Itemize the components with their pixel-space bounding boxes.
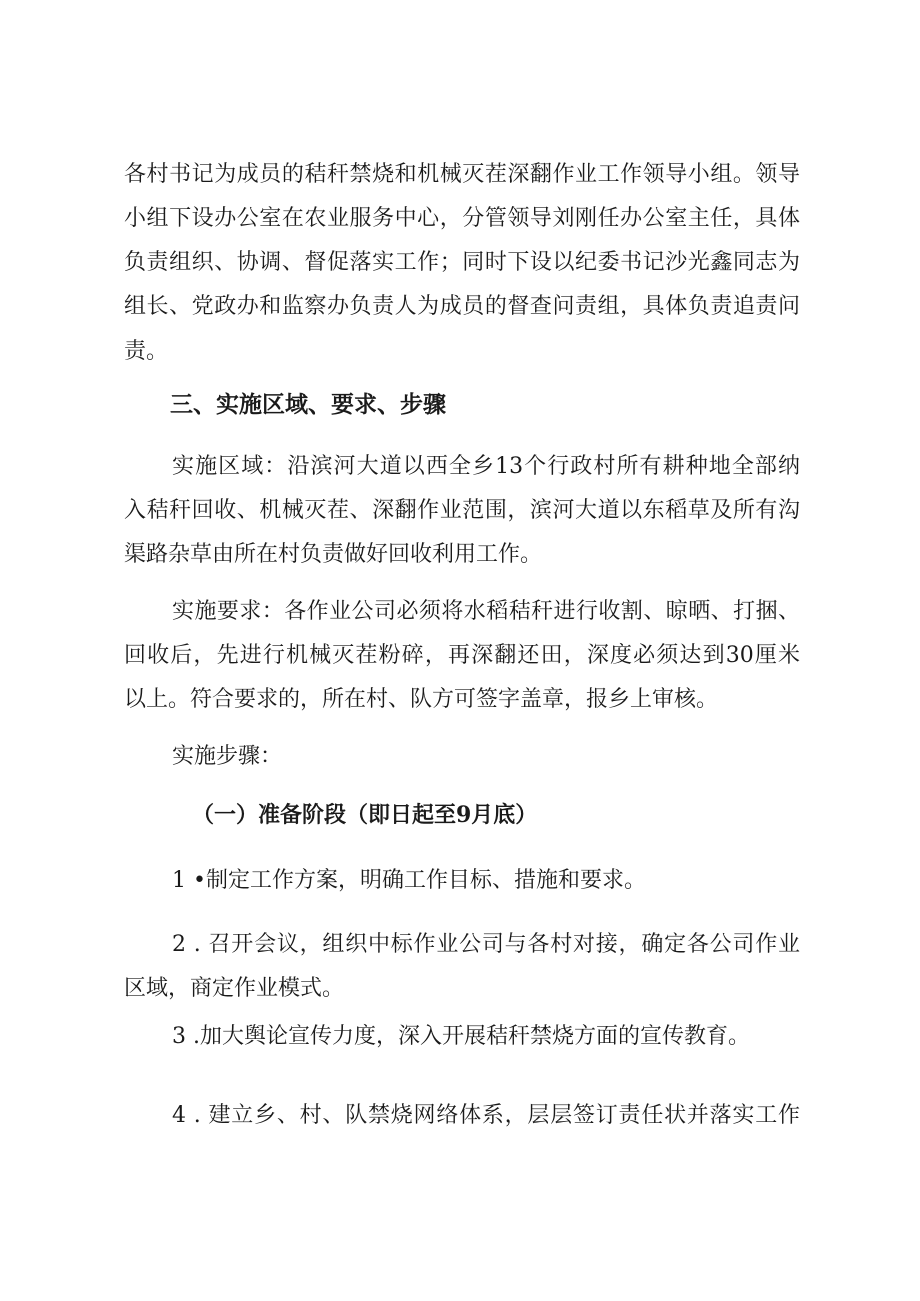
list-item: 2 . 召开会议，组织中标作业公司与各村对接，确定各公司作业	[172, 932, 800, 957]
paragraph-line: 小组下设办公室在农业服务中心，分管领导刘刚任办公室主任，具体	[124, 206, 800, 231]
paragraph-line: 责。	[124, 339, 169, 364]
list-item-continuation: 区域，商定作业模式。	[124, 976, 345, 1001]
paragraph-line: 组长、党政办和监察办负责人为成员的督查问责组，具体负责追责问	[124, 294, 800, 319]
list-item: 4 . 建立乡、村、队禁烧网络体系，层层签订责任状并落实工作	[172, 1103, 800, 1128]
paragraph-line: 各村书记为成员的秸秆禁烧和机械灭茬深翻作业工作领导小组。领导	[124, 162, 800, 187]
paragraph-line: 入秸秆回收、机械灭茬、深翻作业范围，滨河大道以东稻草及所有沟	[124, 498, 800, 523]
phase-heading: （一）准备阶段（即日起至9月底）	[192, 802, 538, 828]
list-item: 1 •制定工作方案，明确工作目标、措施和要求。	[172, 868, 646, 893]
paragraph-line: 回收后，先进行机械灭茬粉碎，再深翻还田，深度必须达到30厘米	[124, 643, 800, 668]
steps-label: 实施步骤：	[172, 744, 283, 769]
section-heading: 三、实施区域、要求、步骤	[170, 391, 446, 418]
list-item: 3 .加大舆论宣传力度，深入开展秸秆禁烧方面的宣传教育。	[172, 1024, 750, 1049]
paragraph-line: 负责组织、协调、督促落实工作；同时下设以纪委书记沙光鑫同志为	[124, 250, 800, 275]
paragraph-line: 以上。符合要求的，所在村、队方可签字盖章，报乡上审核。	[124, 687, 719, 712]
paragraph-line: 渠路杂草由所在村负责做好回收利用工作。	[124, 542, 543, 567]
paragraph-line: 实施区域：沿滨河大道以西全乡13个行政村所有耕种地全部纳	[172, 454, 800, 479]
paragraph-line: 实施要求：各作业公司必须将水稻秸秆进行收割、晾晒、打捆、	[172, 599, 800, 624]
